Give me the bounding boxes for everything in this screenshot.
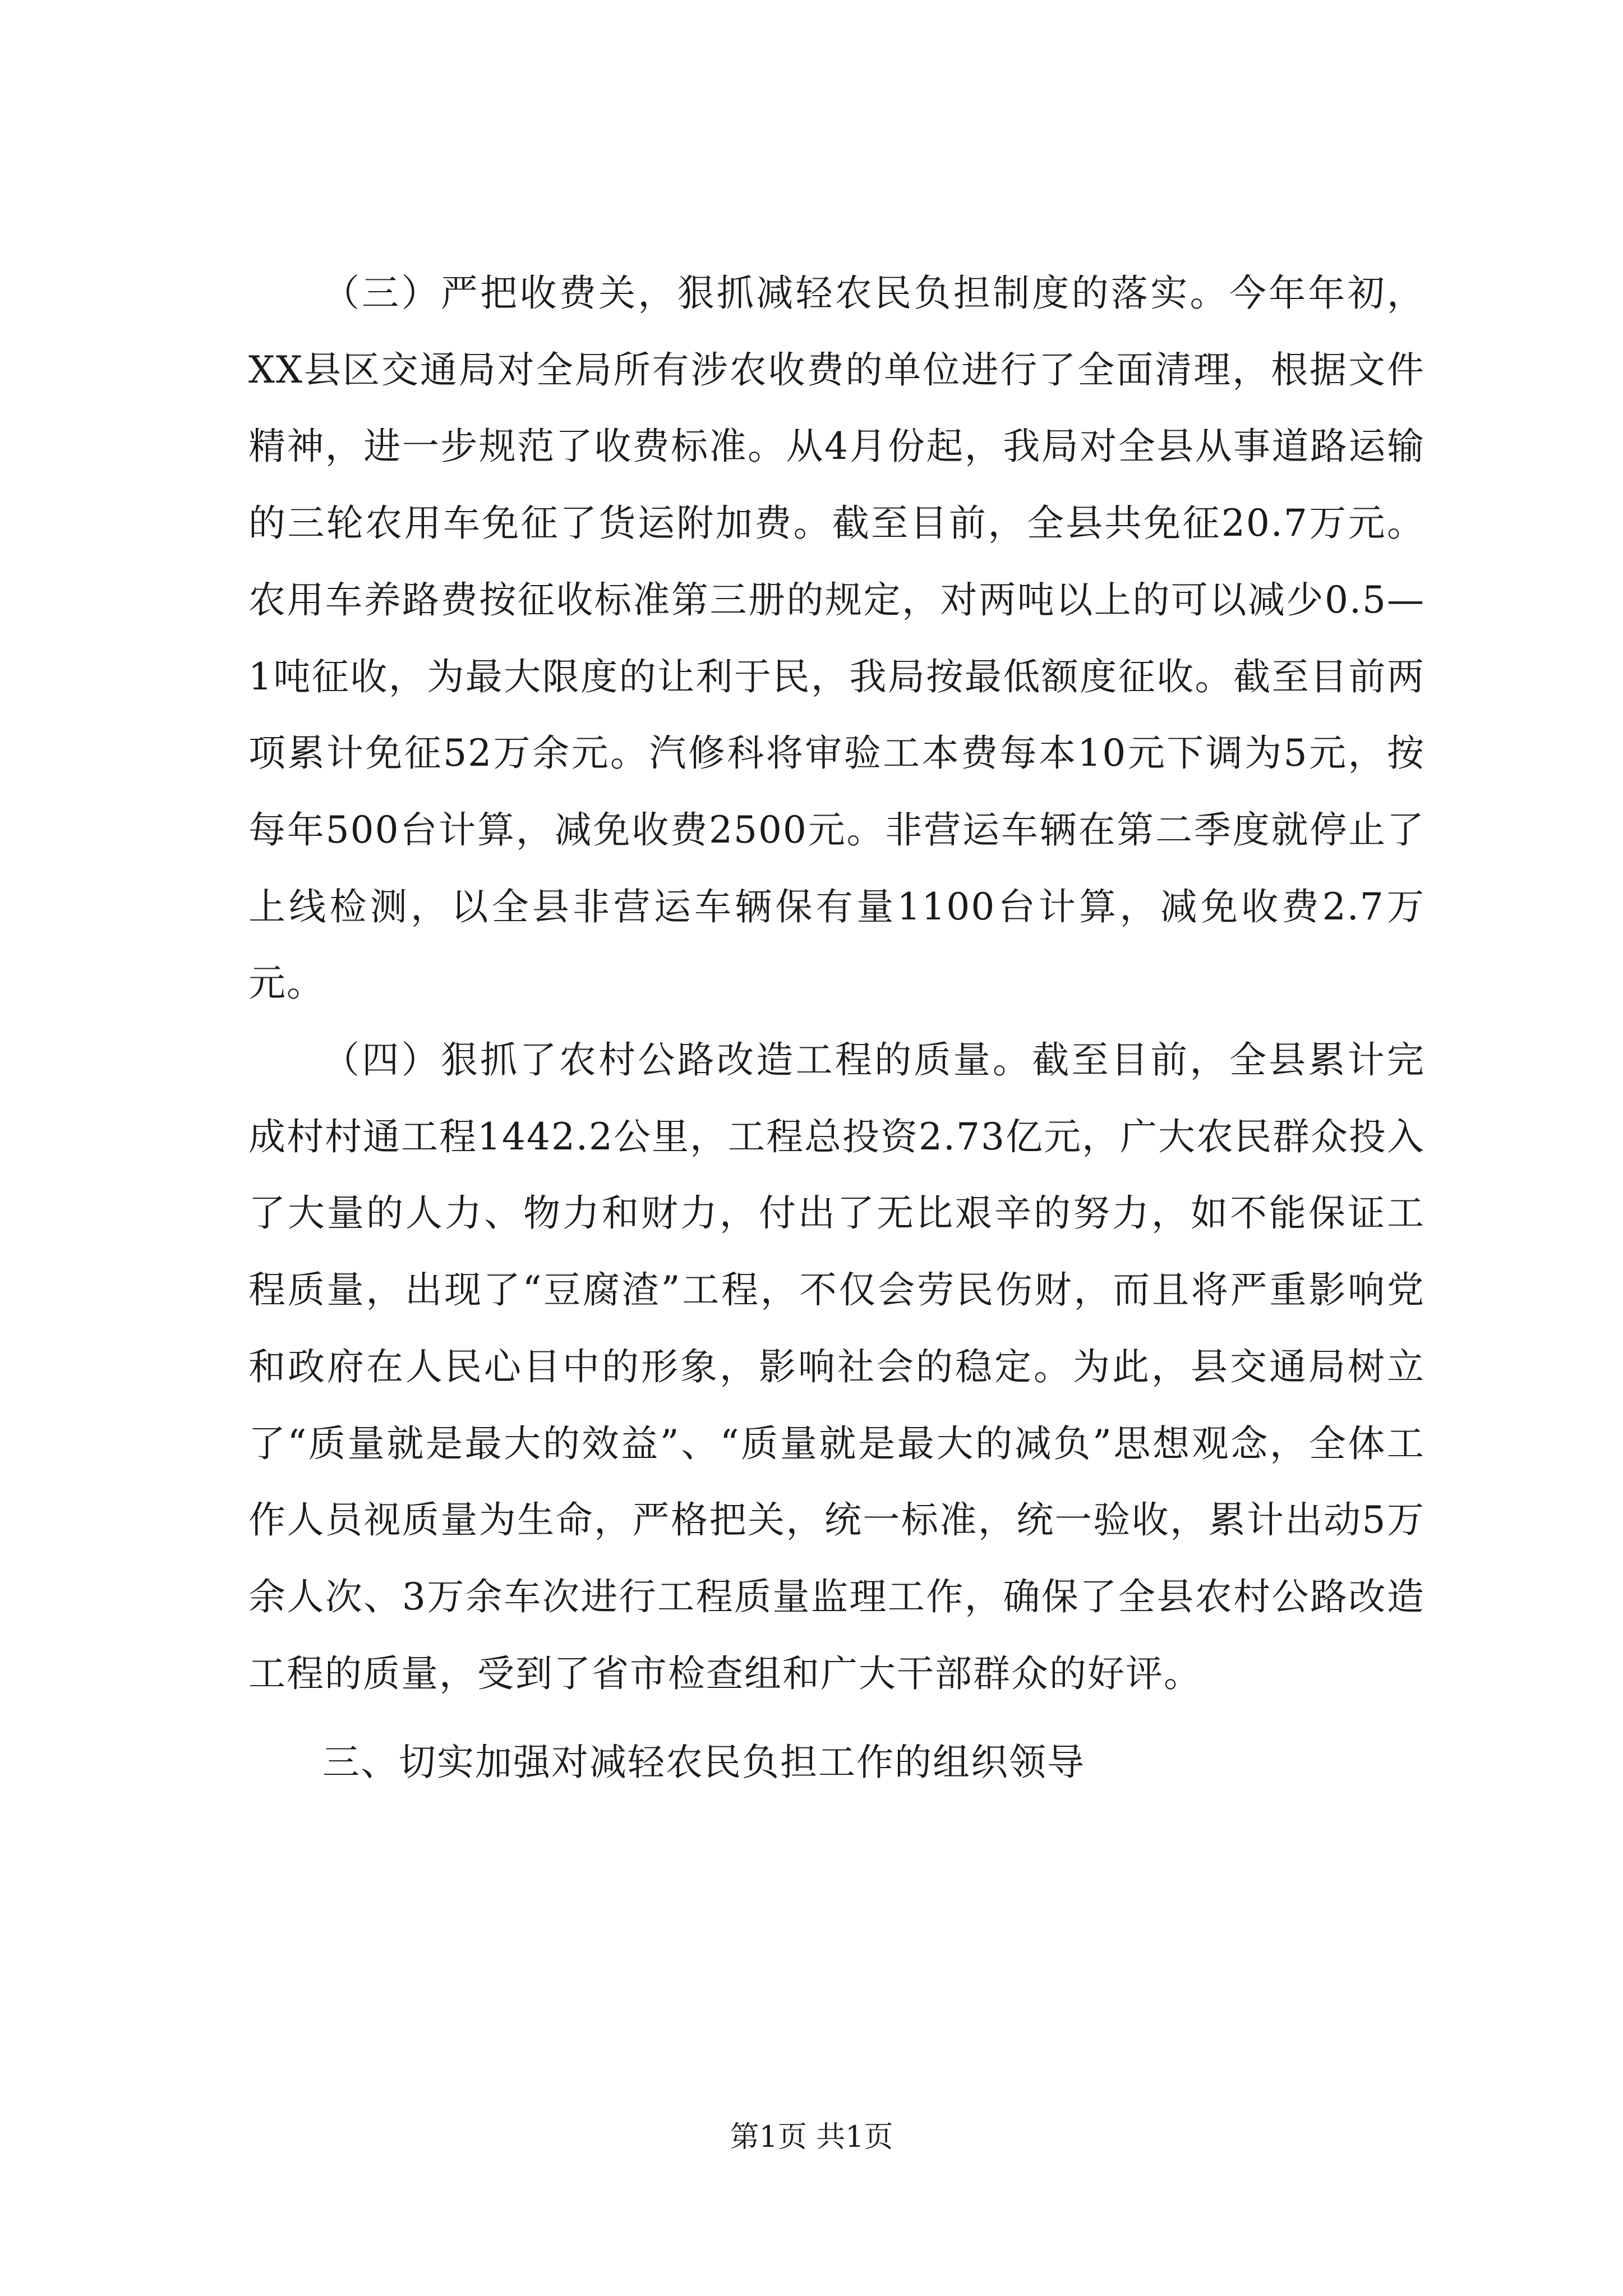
page-footer: 第1页 共1页 [730,2120,893,2154]
section-heading: 三、切实加强对减轻农民负担工作的组织领导 [322,1741,1085,1784]
document-body [248,255,1425,1801]
paragraph-road-quality: （四）狠抓了农村公路改造工程的质量。截至目前，全县累计完成村村通工程1442.2公里，工程总投资2.73亿元，广大农民群众投入了大量的人力、物力和财力，付出了无比艰辛的努力，如不能保证工程质量，出现了“豆腐渣”工程，不仅会劳民伤财，而且将严重影响党和政府在人民心目中的形象，影响社会的稳定。为此，县交通局树立了“质量就是最大的效益”、“质量就是最大的减负”思想观念，全体工作人员视质量为生命，严格把关，统一标准，统一验收，累计出动5万余人次、3万余车次进行工程质量监理工作，确保了全县农村公路改造工程的质量，受到了省市检查组和广大干部群众的好评。 [248,1038,1425,1695]
paragraph-fee-control: （三）严把收费关，狠抓减轻农民负担制度的落实。今年年初，XX县区交通局对全局所有涉农收费的单位进行了全面清理，根据文件精神，进一步规范了收费标准。从4月份起，我局对全县从事道路运输的三轮农用车免征了货运附加费。截至目前，全县共免征20.7万元。农用车养路费按征收标准第三册的规定，对两吨以上的可以减少0.5—1吨征收，为最大限度的让利于民，我局按最低额度征收。截至目前两项累计免征52万余元。汽修科将审验工本费每本10元下调为5元，按每年500台计算，减免收费2500元。非营运车辆在第二季度就停止了上线检测，以全县非营运车辆保有量1100台计算，减免收费2.7万元。 [248,272,1425,1005]
